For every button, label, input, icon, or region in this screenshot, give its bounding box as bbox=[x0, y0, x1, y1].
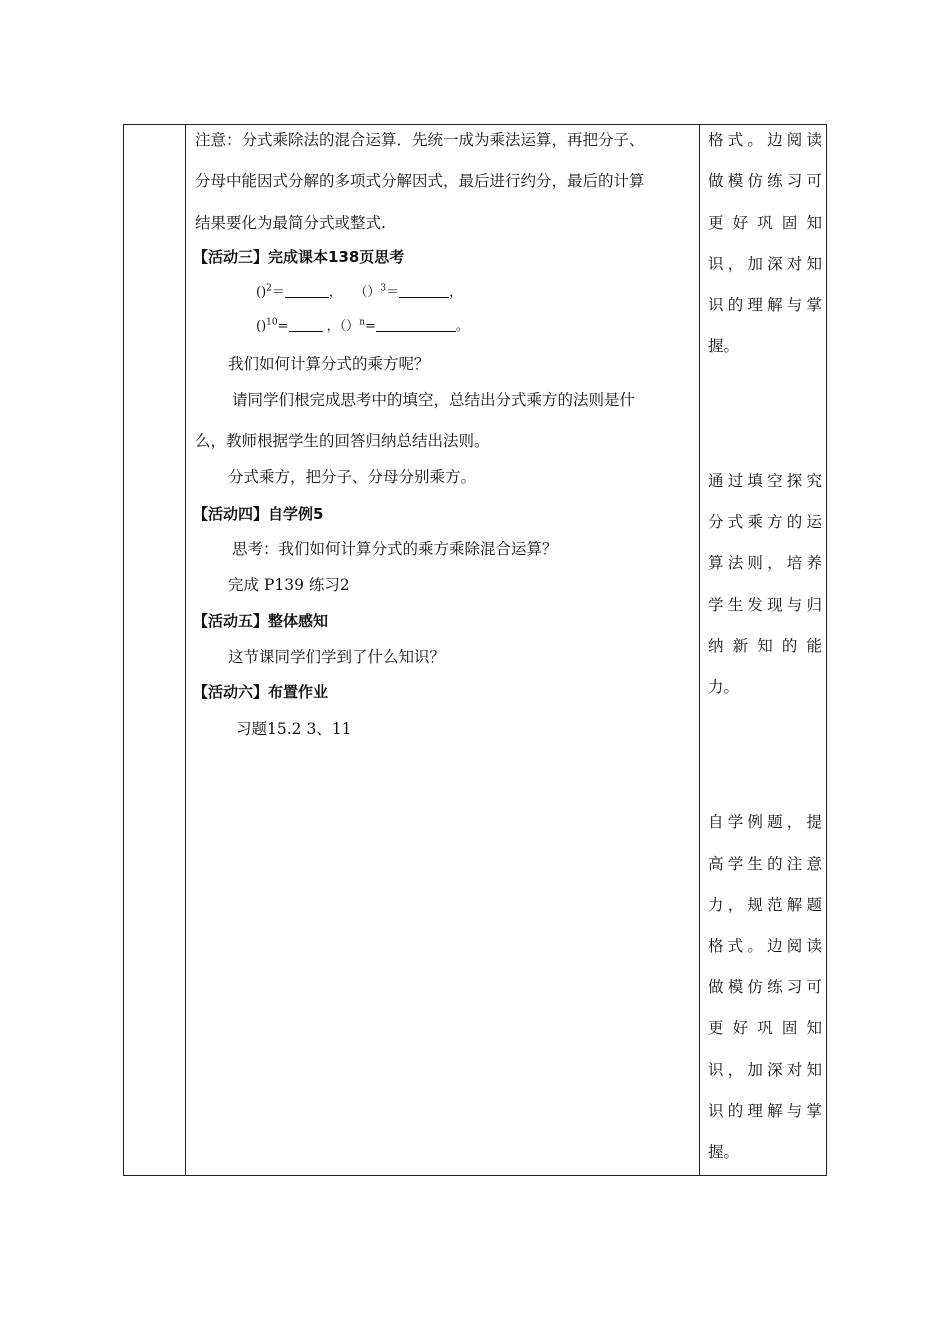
activity3-heading: 【活动三】完成课本138页思考 bbox=[193, 248, 405, 266]
answer-blank bbox=[376, 317, 456, 332]
activity6-homework: 习题15.2 3、11 bbox=[236, 720, 352, 738]
activity4-think: 思考：我们如何计算分式的乘方乘除混合运算？ bbox=[232, 540, 558, 558]
side-note-line: 更好巩固知 bbox=[708, 1019, 822, 1037]
side-note-line: 握。 bbox=[708, 337, 740, 355]
activity4-heading: 【活动四】自学例5 bbox=[193, 505, 324, 523]
answer-blank bbox=[399, 283, 449, 298]
side-note-line: 纳新知的能 bbox=[708, 637, 822, 655]
side-note-line: 做模仿练习可 bbox=[708, 978, 822, 996]
note-line: 结果要化为最简分式或整式. bbox=[195, 214, 386, 232]
side-note-line: 识，加深对知 bbox=[708, 255, 822, 273]
side-note-line: 更好巩固知 bbox=[708, 214, 822, 232]
side-column bbox=[700, 125, 828, 1175]
side-note-line: 算法则，培养 bbox=[708, 554, 822, 572]
activity3-question: 我们如何计算分式的乘方呢？ bbox=[228, 355, 430, 373]
activity5-heading: 【活动五】整体感知 bbox=[193, 612, 329, 630]
activity3-rule: 分式乘方，把分子、分母分别乘方。 bbox=[228, 468, 477, 486]
side-note-line: 格式。边阅读 bbox=[708, 937, 822, 955]
side-note-line: 分式乘方的运 bbox=[708, 513, 822, 531]
lesson-table bbox=[123, 124, 827, 1176]
main-column bbox=[186, 125, 698, 1175]
side-note-line: 力，规范解题 bbox=[708, 896, 822, 914]
side-note-line: 做模仿练习可 bbox=[708, 172, 822, 190]
side-note-line: 识的理解与掌 bbox=[708, 296, 822, 314]
activity6-heading: 【活动六】布置作业 bbox=[193, 683, 329, 701]
side-note-line: 通过填空探究 bbox=[708, 472, 822, 490]
formula-line-2: ()$^{10}$= ，（）$^n$= 。 bbox=[256, 317, 469, 334]
activity4-task: 完成 P139 练习2 bbox=[228, 576, 350, 594]
side-note-line: 力。 bbox=[708, 678, 740, 696]
formula-line-1: ()$^2$＝ ， （）$^3$＝ ， bbox=[256, 283, 463, 300]
side-note-line: 自学例题，提 bbox=[708, 813, 822, 831]
side-note-line: 握。 bbox=[708, 1143, 740, 1161]
side-note-line: 高学生的注意 bbox=[708, 855, 822, 873]
side-note-line: 识，加深对知 bbox=[708, 1061, 822, 1079]
note-line: 注意：分式乘除法的混合运算．先统一成为乘法运算，再把分子、 bbox=[195, 131, 645, 149]
side-note-line: 格式。边阅读 bbox=[708, 131, 822, 149]
side-note-line: 学生发现与归 bbox=[708, 596, 822, 614]
activity3-instruction: 请同学们根完成思考中的填空，总结出分式乘方的法则是什 bbox=[232, 391, 636, 409]
answer-blank bbox=[285, 283, 329, 298]
answer-blank bbox=[289, 317, 323, 332]
note-line: 分母中能因式分解的多项式分解因式，最后进行约分，最后的计算 bbox=[195, 172, 645, 190]
activity5-question: 这节课同学们学到了什么知识？ bbox=[228, 648, 446, 666]
activity3-instruction: 么，教师根据学生的回答归纳总结出法则。 bbox=[195, 432, 490, 450]
side-note-line: 识的理解与掌 bbox=[708, 1102, 822, 1120]
